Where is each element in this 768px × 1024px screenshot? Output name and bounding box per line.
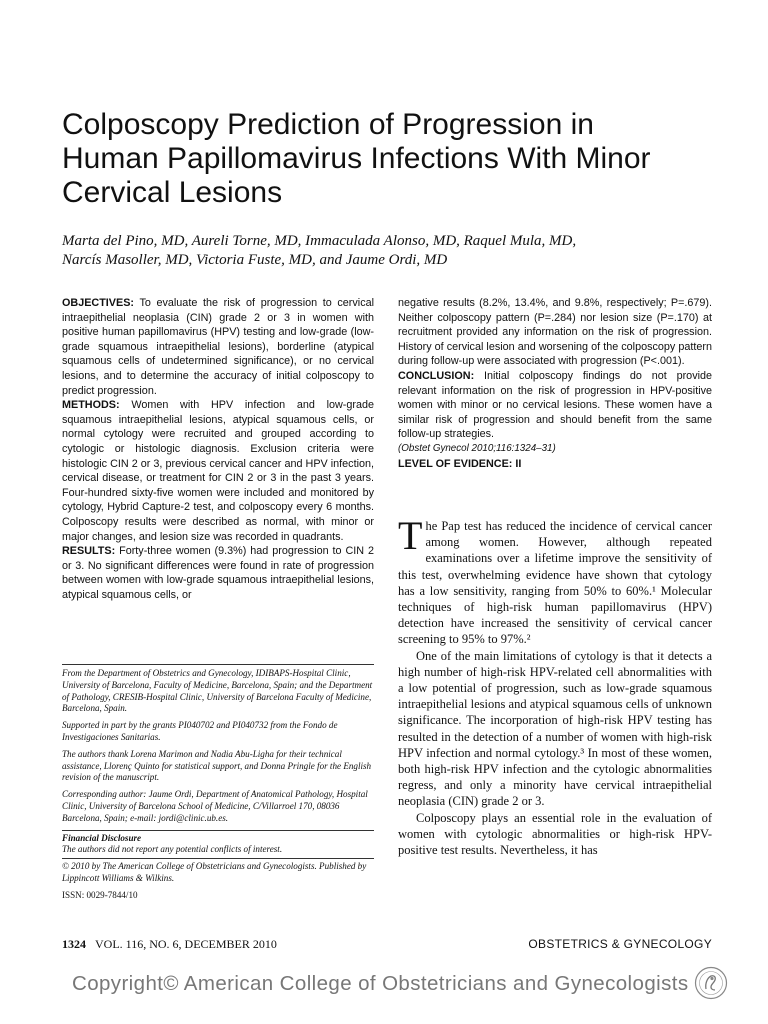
- objectives-label: OBJECTIVES:: [62, 297, 134, 309]
- methods-label: METHODS:: [62, 399, 120, 412]
- title-line: Cervical Lesions: [62, 176, 283, 209]
- issn-note: ISSN: 0029-7844/10: [62, 889, 138, 900]
- abstract-results: [62, 544, 374, 602]
- issue-info: VOL. 116, NO. 6, DECEMBER 2010: [95, 937, 277, 951]
- body-paragraph: One of the main limitations of cytology is that it detects a high number of high-risk HPV-related cell abnormalities with a low potential of progression, such as low-grade squamous intraepithelial lesions and atypical squamous cells of unknown significance. The incorporation of high-risk HPV testing has resulted in the detection of a number of women with high-risk HPV infection and normal cytology.³ In most of these women, both high-risk HPV infection and the cytologic abnormalities regress, and only a minority have cervical intraepithelial neoplasia (CIN) grade 2 or 3.: [398, 648, 712, 809]
- journal-citation: (Obstet Gynecol 2010;116:1324–31): [398, 442, 556, 454]
- page-footer: [62, 937, 712, 953]
- abstract-objectives: [62, 296, 374, 398]
- drop-cap: T: [398, 513, 423, 558]
- copyright-divider: [62, 858, 374, 859]
- conclusion-label: CONCLUSION:: [398, 369, 475, 382]
- body-text: [398, 513, 712, 858]
- body-paragraph: Colposcopy plays an essential role in the evaluation of women with cytologic abnormalities or high-risk HPV-positive test results. Nevertheless, it has: [398, 810, 712, 858]
- results-continued: negative results (8.2%, 13.4%, and 9.8%, respectively; P=.679). Neither colposcopy pattern (P=.284) nor lesion size (P=.170) at recruitment provided any information on the risk of progression. History of cervical lesion and worsening of the colposcopy pattern during follow-up were associated with progression (P<.001).: [398, 297, 712, 368]
- financial-disclosure-title: Financial Disclosure: [62, 832, 142, 843]
- objectives-text: To evaluate the risk of progression to cervical intraepithelial neoplasia (CIN) grade 2 or 3 in women with positive human papillomavirus (HPV) testing and low-grade (low-grade squamous intraepithelial lesions), borderline (atypical squamous cells of undetermined significance), or no cervical lesions, and to determine the accuracy of initial colposcopy to predict progression.: [62, 297, 374, 397]
- abstract-conclusion: [398, 369, 712, 442]
- author-line: Narcís Masoller, MD, Victoria Fuste, MD, and Jaume Ordi, MD: [62, 252, 448, 268]
- body-paragraph: [398, 513, 712, 648]
- acknowledgment-note: The authors thank Lorena Marimon and Nadia Abu-Ligha for their technical assistance, Llorenç Quinto for statistical support, and Donna Pringle for the English revision of the manuscript.: [62, 748, 372, 783]
- results-label: RESULTS:: [62, 545, 116, 558]
- title-line: Human Papillomavirus Infections With Minor: [62, 142, 651, 175]
- affiliation-note: From the Department of Obstetrics and Gynecology, IDIBAPS-Hospital Clinic, University of Barcelona, Faculty of Medicine, Barcelona, Spain; and the Department of Pathology, CRESIB-Hospital Clinic, University of Barcelona Faculty of Medicine, Barcelona, Spain.: [62, 668, 373, 714]
- abstract-right-column: [398, 296, 712, 471]
- copyright-note: © 2010 by The American College of Obstetricians and Gynecologists. Published by Lippincott Williams & Wilkins.: [62, 861, 367, 883]
- disclosure-divider: [62, 830, 374, 831]
- abstract-left-column: [62, 296, 374, 602]
- conclusion-text: Initial colposcopy findings do not provide relevant information on the risk of progression in HPV-positive women with minor or no cervical lesions. These women have a similar risk of progression and should benefit from the same follow-up strategies.: [398, 369, 712, 441]
- title-line: Colposcopy Prediction of Progression in: [62, 108, 594, 141]
- methods-text: Women with HPV infection and low-grade squamous intraepithelial lesions, atypical squamous cells, or normal cytology were recruited and grouped according to cytologic or histologic diagnosis. Exclusion criteria were histologic CIN 2 or 3, previous cervical cancer and HPV infection, cervical disease, or treatment for CIN 2 or 3 in the past 3 years. Four-hundred sixty-five women were included and monitored by cytology, Hybrid Capture-2 test, and colposcopy every 6 months. Colposcopy results were described as normal, with minor or major changes, and lesion size was recorded in quadrants.: [62, 399, 375, 543]
- article-title: [62, 108, 742, 210]
- corresponding-author-note: Corresponding author: Jaume Ordi, Department of Anatomical Pathology, Hospital Clinic, University of Barcelona School of Medicine, C/Villarroel 170, 08036 Barcelona, Spain; e-mail: jordi@clinic.ub.es.: [62, 789, 368, 823]
- footnotes: [62, 668, 374, 907]
- body-paragraph-text: he Pap test has reduced the incidence of cervical cancer among women. However, although repeated examinations over a lifetime improve the sensitivity of this test, overwhelming evidence have shown that cytology has a low sensitivity, ranging from 50% to 60%.¹ Molecular techniques of high-risk human papillomavirus (HPV) detection have increased the sensitivity of cervical cancer screening to 95% to 97%.²: [398, 519, 712, 647]
- support-note: Supported in part by the grants PI040702 and PI040732 from the Fondo de Investigaciones Sanitarias.: [62, 720, 338, 742]
- page-number: 1324: [62, 937, 86, 951]
- acog-seal-icon: [694, 966, 728, 1000]
- level-of-evidence: LEVEL OF EVIDENCE: II: [398, 457, 522, 470]
- financial-disclosure-text: The authors did not report any potential conflicts of interest.: [62, 844, 283, 855]
- copyright-watermark: Copyright© American College of Obstetricians and Gynecologists: [72, 972, 689, 995]
- author-line: Marta del Pino, MD, Aureli Torne, MD, Immaculada Alonso, MD, Raquel Mula, MD,: [62, 233, 577, 249]
- abstract-methods: [62, 398, 374, 544]
- footnote-divider: [62, 664, 374, 665]
- journal-name: OBSTETRICS & GYNECOLOGY: [528, 937, 712, 951]
- results-text: Forty-three women (9.3%) had progression to CIN 2 or 3. No significant differences were found in rate of progression between women with low-grade squamous intraepithelial lesions, atypical squamous cells, or: [62, 545, 374, 601]
- author-list: [62, 232, 742, 270]
